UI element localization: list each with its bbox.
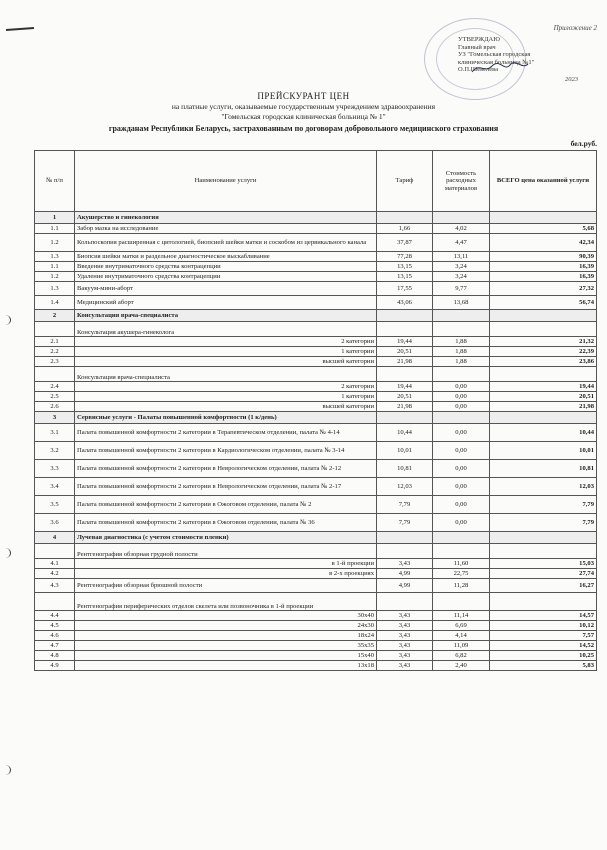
table-row <box>35 262 597 272</box>
cell-name: Консультация врача-специалиста <box>75 367 377 382</box>
cell-total: 20,51 <box>490 392 597 402</box>
cell-materials: 0,00 <box>433 424 490 442</box>
cell-materials <box>433 310 490 322</box>
table-row <box>35 579 597 593</box>
cell-num: 1.2 <box>35 272 75 282</box>
cell-total <box>490 212 597 224</box>
cell-name: Вакуум-мини-аборт <box>75 282 377 296</box>
cell-num: 3.1 <box>35 424 75 442</box>
cell-tariff <box>377 310 433 322</box>
table-row <box>35 272 597 282</box>
cell-tariff <box>377 412 433 424</box>
cell-name: Акушерство и гинекология <box>75 212 377 224</box>
section-row <box>35 212 597 224</box>
cell-tariff: 21,98 <box>377 402 433 412</box>
header-materials: Стоимость расходных материалов <box>433 151 490 212</box>
document-subtitle: на платные услуги, оказываемые государственным учреждением здравоохранения <box>171 102 436 111</box>
cell-total: 16,39 <box>490 272 597 282</box>
cell-materials: 6,69 <box>433 621 490 631</box>
section-row <box>35 412 597 424</box>
cell-total: 10,44 <box>490 424 597 442</box>
cell-tariff: 3,43 <box>377 559 433 569</box>
cell-name: Медицинский аборт <box>75 296 377 310</box>
cell-tariff: 13,15 <box>377 272 433 282</box>
punch-hole <box>0 315 11 325</box>
cell-tariff: 43,06 <box>377 296 433 310</box>
cell-materials <box>433 367 490 382</box>
cell-num <box>35 322 75 337</box>
approval-line: УТВЕРЖДАЮ <box>458 36 500 43</box>
cell-name: 30х40 <box>75 611 377 621</box>
table-row <box>35 478 597 496</box>
header-total: ВСЕГО цена оказанной услуги <box>490 151 597 212</box>
cell-num: 1.3 <box>35 252 75 262</box>
cell-tariff: 10,81 <box>377 460 433 478</box>
cell-name: Палата повышенной комфортности 2 категории в Кардиологическом отделении, палата № 3-14 <box>75 442 377 460</box>
cell-total: 22,39 <box>490 347 597 357</box>
cell-num: 3 <box>35 412 75 424</box>
cell-num: 4.2 <box>35 569 75 579</box>
cell-total: 12,03 <box>490 478 597 496</box>
table-body <box>35 212 597 671</box>
cell-total <box>490 310 597 322</box>
table-row <box>35 252 597 262</box>
subheader-row <box>35 544 597 559</box>
cell-num: 2.3 <box>35 357 75 367</box>
cell-tariff: 21,98 <box>377 357 433 367</box>
table-row <box>35 392 597 402</box>
cell-materials: 0,00 <box>433 514 490 532</box>
cell-materials: 3,24 <box>433 272 490 282</box>
cell-tariff: 3,43 <box>377 631 433 641</box>
table-row <box>35 347 597 357</box>
cell-name: 1 категории <box>75 347 377 357</box>
cell-num: 4.4 <box>35 611 75 621</box>
cell-total: 90,39 <box>490 252 597 262</box>
cell-tariff: 3,43 <box>377 641 433 651</box>
section-row <box>35 310 597 322</box>
cell-num: 4 <box>35 532 75 544</box>
cell-tariff: 19,44 <box>377 382 433 392</box>
cell-num: 2.4 <box>35 382 75 392</box>
cell-num <box>35 593 75 611</box>
cell-total: 5,83 <box>490 661 597 671</box>
cell-materials: 13,68 <box>433 296 490 310</box>
cell-materials: 9,77 <box>433 282 490 296</box>
cell-num: 1.1 <box>35 224 75 234</box>
cell-tariff: 4,99 <box>377 579 433 593</box>
cell-name: 18х24 <box>75 631 377 641</box>
table-row <box>35 402 597 412</box>
cell-name: в 2-х проекциях <box>75 569 377 579</box>
cell-materials <box>433 212 490 224</box>
table-row <box>35 611 597 621</box>
cell-name: Сервисные услуги - Палаты повышенной комфортности (1 к/день) <box>75 412 377 424</box>
cell-materials <box>433 532 490 544</box>
cell-num: 1.2 <box>35 234 75 252</box>
cell-num: 4.5 <box>35 621 75 631</box>
cell-total <box>490 412 597 424</box>
cell-total: 5,68 <box>490 224 597 234</box>
cell-name: Консультация врача-специалиста <box>75 310 377 322</box>
cell-total: 23,86 <box>490 357 597 367</box>
cell-total: 27,32 <box>490 282 597 296</box>
table-row <box>35 514 597 532</box>
cell-tariff <box>377 544 433 559</box>
cell-tariff: 17,55 <box>377 282 433 296</box>
cell-num: 2.5 <box>35 392 75 402</box>
cell-name: 15х40 <box>75 651 377 661</box>
cell-name: Кольпоскопия расширенная с цитологией, биопсией шейки матки и соскобом из цервикального канала <box>75 234 377 252</box>
cell-total: 10,01 <box>490 442 597 460</box>
cell-materials: 11,14 <box>433 611 490 621</box>
cell-num: 1.4 <box>35 296 75 310</box>
cell-num: 3.6 <box>35 514 75 532</box>
cell-total: 21,98 <box>490 402 597 412</box>
cell-tariff: 10,01 <box>377 442 433 460</box>
table-row <box>35 651 597 661</box>
table-row <box>35 296 597 310</box>
cell-tariff: 4,99 <box>377 569 433 579</box>
target-group: гражданам Республики Беларусь, застрахованным по договорам добровольного медицинского страхования <box>108 124 499 133</box>
cell-total <box>490 532 597 544</box>
table-row <box>35 424 597 442</box>
section-row <box>35 532 597 544</box>
cell-name: Рентгенография обзорная брюшной полости <box>75 579 377 593</box>
cell-num: 3.3 <box>35 460 75 478</box>
cell-name: в 1-й проекции <box>75 559 377 569</box>
cell-num: 2 <box>35 310 75 322</box>
table-header-row <box>35 151 597 212</box>
cell-materials: 0,00 <box>433 382 490 392</box>
cell-total: 27,74 <box>490 569 597 579</box>
cell-tariff: 12,03 <box>377 478 433 496</box>
table-row <box>35 382 597 392</box>
cell-name: высшей категории <box>75 357 377 367</box>
table-row <box>35 224 597 234</box>
table-row <box>35 631 597 641</box>
cell-materials: 0,00 <box>433 460 490 478</box>
cell-name: Биопсия шейки матки и раздельное диагностическое выскабливание <box>75 252 377 262</box>
cell-name: Рентгенография периферических отделов скелета или позвоночника в 1-й проекции <box>75 593 377 611</box>
cell-tariff: 3,43 <box>377 651 433 661</box>
table-row <box>35 641 597 651</box>
price-table <box>34 150 597 671</box>
cell-materials: 6,82 <box>433 651 490 661</box>
approval-year: 2023 <box>565 76 578 83</box>
cell-tariff <box>377 593 433 611</box>
cell-name: Консультация акушера-гинеколога <box>75 322 377 337</box>
cell-name: Удаление внутриматочного средства контрацепции <box>75 272 377 282</box>
cell-tariff <box>377 322 433 337</box>
cell-tariff <box>377 367 433 382</box>
cell-materials <box>433 412 490 424</box>
cell-num: 3.2 <box>35 442 75 460</box>
approval-line: О.П.Шевелёва <box>458 66 498 73</box>
cell-total <box>490 367 597 382</box>
signature-icon <box>470 60 530 76</box>
table-row <box>35 621 597 631</box>
cell-name: Рентгенография обзорная грудной полости <box>75 544 377 559</box>
cell-total: 21,32 <box>490 337 597 347</box>
cell-num: 1.3 <box>35 282 75 296</box>
cell-materials: 1,88 <box>433 357 490 367</box>
cell-num: 1.1 <box>35 262 75 272</box>
table-row <box>35 496 597 514</box>
cell-num: 3.4 <box>35 478 75 496</box>
cell-name: Палата повышенной комфортности 2 категории в Ожоговом отделении, палата № 2 <box>75 496 377 514</box>
cell-num: 3.5 <box>35 496 75 514</box>
currency-label: бел.руб. <box>570 139 597 148</box>
subheader-row <box>35 593 597 611</box>
cell-num: 2.1 <box>35 337 75 347</box>
cell-num: 4.7 <box>35 641 75 651</box>
approval-line: Главный врач <box>458 43 496 51</box>
cell-tariff: 19,44 <box>377 337 433 347</box>
cell-name: Палата повышенной комфортности 2 категории в Неврологическом отделении, палата № 2-17 <box>75 478 377 496</box>
cell-materials: 4,14 <box>433 631 490 641</box>
cell-materials: 11,60 <box>433 559 490 569</box>
cell-materials: 3,24 <box>433 262 490 272</box>
punch-hole <box>0 765 11 775</box>
cell-tariff: 3,43 <box>377 621 433 631</box>
subheader-row <box>35 322 597 337</box>
cell-num: 4.8 <box>35 651 75 661</box>
cell-total: 10,81 <box>490 460 597 478</box>
cell-tariff: 1,66 <box>377 224 433 234</box>
header-name: Наименование услуги <box>75 151 377 212</box>
cell-tariff: 20,51 <box>377 392 433 402</box>
cell-total: 7,79 <box>490 496 597 514</box>
cell-materials: 1,88 <box>433 337 490 347</box>
cell-name: 24х30 <box>75 621 377 631</box>
cell-total: 15,03 <box>490 559 597 569</box>
cell-name: высшей категории <box>75 402 377 412</box>
document-title: ПРЕЙСКУРАНТ ЦЕН <box>257 91 350 101</box>
cell-name: Лучевая диагностика (с учетом стоимости пленки) <box>75 532 377 544</box>
cell-tariff: 3,43 <box>377 611 433 621</box>
cell-total: 16,39 <box>490 262 597 272</box>
table-row <box>35 442 597 460</box>
cell-num: 4.1 <box>35 559 75 569</box>
cell-materials <box>433 593 490 611</box>
cell-name: Палата повышенной комфортности 2 категории в Ожоговом отделении, палата № 36 <box>75 514 377 532</box>
cell-materials: 4,02 <box>433 224 490 234</box>
cell-total <box>490 322 597 337</box>
cell-name: Введение внутриматочного средства контрацепции <box>75 262 377 272</box>
cell-name: Палата повышенной комфортности 2 категории в Терапевтическом отделении, палата № 4-14 <box>75 424 377 442</box>
table-row <box>35 337 597 347</box>
cell-materials: 0,00 <box>433 392 490 402</box>
cell-materials: 22,75 <box>433 569 490 579</box>
table-row <box>35 460 597 478</box>
cell-tariff: 13,15 <box>377 262 433 272</box>
cell-tariff <box>377 532 433 544</box>
cell-name: 2 категории <box>75 337 377 347</box>
cell-name: Палата повышенной комфортности 2 категории в Неврологическом отделении, палата № 2-12 <box>75 460 377 478</box>
cell-materials: 13,11 <box>433 252 490 262</box>
cell-materials <box>433 544 490 559</box>
table-row <box>35 569 597 579</box>
cell-total: 7,79 <box>490 514 597 532</box>
cell-tariff: 7,79 <box>377 514 433 532</box>
table-row <box>35 661 597 671</box>
punch-hole <box>0 548 11 558</box>
cell-total: 42,34 <box>490 234 597 252</box>
cell-total: 16,27 <box>490 579 597 593</box>
cell-tariff: 37,87 <box>377 234 433 252</box>
cell-total <box>490 593 597 611</box>
cell-num: 4.9 <box>35 661 75 671</box>
cell-num <box>35 544 75 559</box>
cell-materials: 4,47 <box>433 234 490 252</box>
scan-mark <box>6 27 34 31</box>
cell-materials: 1,88 <box>433 347 490 357</box>
cell-materials: 0,00 <box>433 402 490 412</box>
cell-name: 35х35 <box>75 641 377 651</box>
institution-name: "Гомельская городская клиническая больница № 1" <box>221 112 386 121</box>
cell-tariff: 3,43 <box>377 661 433 671</box>
cell-name: 13х18 <box>75 661 377 671</box>
header-tariff: Тариф <box>377 151 433 212</box>
cell-name: 1 категории <box>75 392 377 402</box>
cell-materials: 2,40 <box>433 661 490 671</box>
cell-tariff: 7,79 <box>377 496 433 514</box>
cell-materials: 0,00 <box>433 478 490 496</box>
cell-total: 14,52 <box>490 641 597 651</box>
cell-num: 2.2 <box>35 347 75 357</box>
cell-total <box>490 544 597 559</box>
cell-total: 19,44 <box>490 382 597 392</box>
cell-tariff: 10,44 <box>377 424 433 442</box>
cell-tariff <box>377 212 433 224</box>
table-row <box>35 559 597 569</box>
cell-num: 4.6 <box>35 631 75 641</box>
cell-total: 10,12 <box>490 621 597 631</box>
cell-num: 4.3 <box>35 579 75 593</box>
cell-name: 2 категории <box>75 382 377 392</box>
cell-total: 14,57 <box>490 611 597 621</box>
approval-line: УЗ "Гомельская городская <box>458 51 531 58</box>
cell-total: 56,74 <box>490 296 597 310</box>
approval-line: клиническая больница №1" <box>458 58 535 66</box>
cell-materials: 0,00 <box>433 496 490 514</box>
table-row <box>35 234 597 252</box>
cell-num <box>35 367 75 382</box>
cell-num: 2.6 <box>35 402 75 412</box>
cell-materials <box>433 322 490 337</box>
header-num: № п/п <box>35 151 75 212</box>
cell-name: Забор мазка на исследование <box>75 224 377 234</box>
cell-tariff: 77,28 <box>377 252 433 262</box>
cell-materials: 11,09 <box>433 641 490 651</box>
cell-total: 7,57 <box>490 631 597 641</box>
subheader-row <box>35 367 597 382</box>
cell-materials: 11,28 <box>433 579 490 593</box>
cell-tariff: 20,51 <box>377 347 433 357</box>
cell-total: 10,25 <box>490 651 597 661</box>
table-row <box>35 282 597 296</box>
table-row <box>35 357 597 367</box>
appendix-label: Приложение 2 <box>553 24 597 32</box>
cell-num: 1 <box>35 212 75 224</box>
cell-materials: 0,00 <box>433 442 490 460</box>
